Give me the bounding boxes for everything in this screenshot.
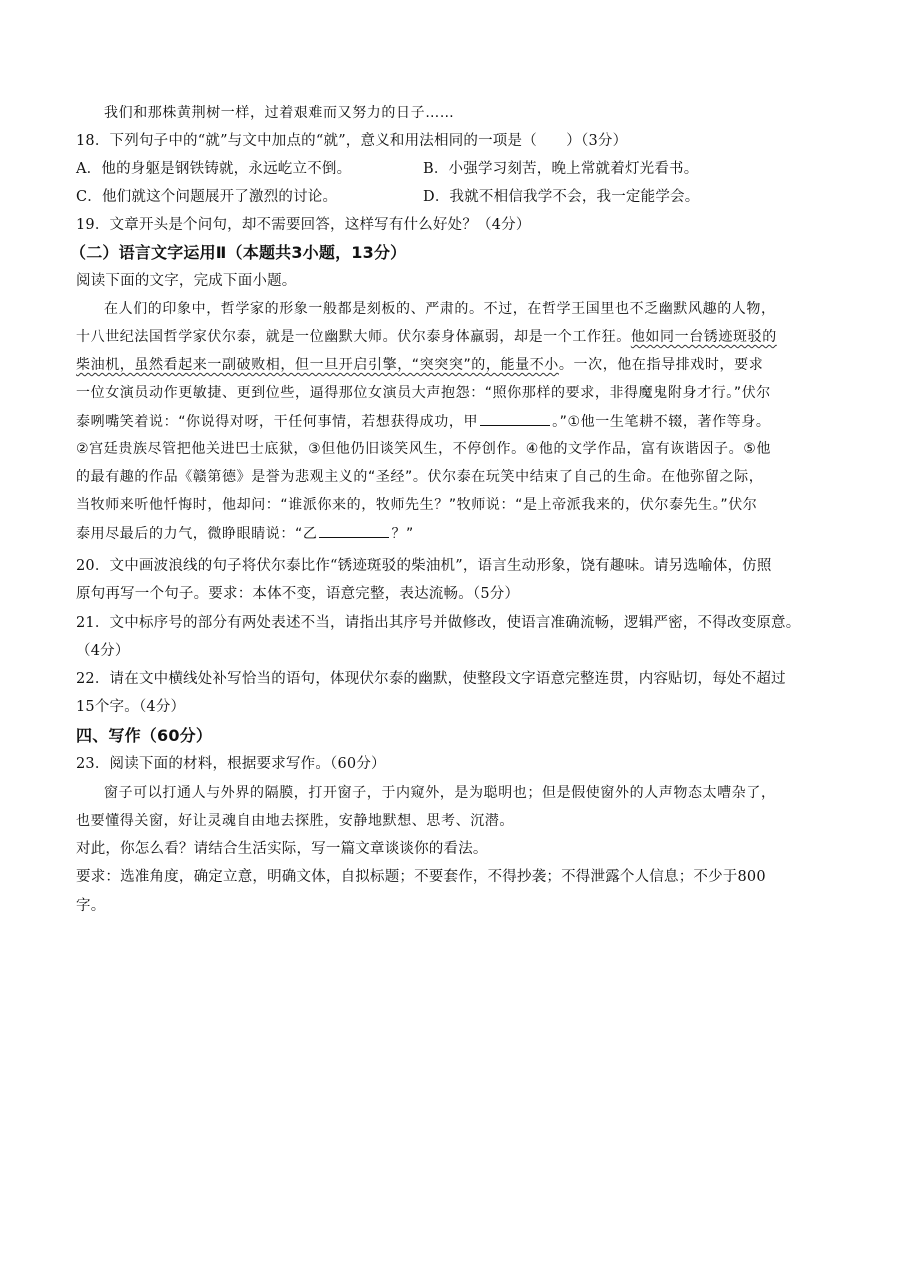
q18-option-c: C．他们就这个问题展开了激烈的讨论。 [76, 189, 338, 205]
passage-line-8: 当牧师来听他忏悔时，他却问：“谁派你来的，牧师先生？”牧师说：“是上帝派我来的，伏尔泰先生。”伏尔 [76, 497, 758, 513]
passage-line-7: 的最有趣的作品《赣第德》是誉为悲观主义的“圣经”。伏尔泰在玩笑中结束了自己的生命。在他弥留之际， [76, 469, 764, 485]
q20-line-1: 20．文中画波浪线的句子将伏尔泰比作“锈迹斑驳的柴油机”，语言生动形象，饶有趣味。请另选喻体，仿照 [76, 558, 772, 574]
read-instruction: 阅读下面的文字，完成下面小题。 [76, 273, 297, 289]
q18-option-b: B．小强学习刻苦，晚上常就着灯光看书。 [423, 161, 699, 177]
blank-jia [480, 411, 550, 426]
q18-option-a: A．他的身躯是钢铁铸就，永远屹立不倒。 [76, 161, 352, 177]
passage-text: 泰咧嘴笑着说：“你说得对呀，干任何事情，若想获得成功，甲 [76, 414, 479, 430]
q20-line-2: 原句再写一个句子。要求：本体不变，语意完整，表达流畅。（5分） [76, 586, 520, 602]
top-line: 我们和那株黄荆树一样，过着艰难而又努力的日子…… [104, 105, 455, 121]
q23-material-line-2: 也要懂得关窗，好让灵魂自由地去探胜，安静地默想、思考、沉潜。 [76, 813, 514, 829]
blank-yi [319, 523, 389, 538]
q21-line-1: 21．文中标序号的部分有两处表述不当，请指出其序号并做修改，使语言准确流畅，逻辑严密，不得改变原意。 [76, 615, 801, 631]
q19: 19．文章开头是个问句，却不需要回答，这样写有什么好处？（4分） [76, 217, 531, 233]
q23-stem: 23．阅读下面的材料，根据要求写作。（60分） [76, 756, 386, 772]
passage-text: 十八世纪法国哲学家伏尔泰，就是一位幽默大师。伏尔泰身体羸弱，却是一个工作狂。 [76, 329, 631, 345]
passage-line-5 [76, 411, 770, 432]
passage-text: 。”①他一生笔耕不辍，著作等身。 [552, 414, 771, 430]
q23-prompt: 对此，你怎么看？请结合生活实际，写一篇文章谈谈你的看法。 [76, 841, 488, 857]
passage-text: ？” [391, 526, 414, 542]
q22-line-1: 22．请在文中横线处补写恰当的语句，体现伏尔泰的幽默，使整段文字语意完整连贯，内容贴切，每处不超过 [76, 671, 786, 687]
section4-title: 四、写作（60分） [76, 726, 213, 745]
q21-line-2: （4分） [76, 643, 130, 659]
passage-line-1: 在人们的印象中，哲学家的形象一般都是刻板的、严肃的。不过，在哲学王国里也不乏幽默风趣的人物， [104, 301, 776, 317]
passage-line-4: 一位女演员动作更敏捷、更到位些，逼得那位女演员大声抱怨：“照你那样的要求，非得魔鬼附身才行。”伏尔 [76, 385, 771, 401]
q18-option-d: D．我就不相信我学不会，我一定能学会。 [423, 189, 700, 205]
q18-options-row1 [76, 159, 836, 179]
wavy-sentence-start: 他如同一台锈迹斑驳的 [630, 329, 777, 345]
q23-material-line-1: 窗子可以打通人与外界的隔膜，打开窗子，于内窥外，是为聪明也；但是假使窗外的人声物态太嘈杂了， [104, 785, 776, 801]
q23-requirements-line-2: 字。 [76, 898, 106, 914]
q22-line-2: 15个字。（4分） [76, 699, 186, 715]
wavy-sentence-end: 柴油机，虽然看起来一副破败相，但一旦开启引擎，“突突突”的，能量不小 [76, 357, 559, 373]
passage-line-3 [76, 355, 763, 375]
passage-line-9 [76, 523, 414, 544]
q23-requirements-line-1: 要求：选准角度，确定立意，明确文体，自拟标题；不要套作，不得抄袭；不得泄露个人信息；不少于800 [76, 869, 766, 885]
q18-options-row2 [76, 187, 836, 207]
passage-line-6: ②宫廷贵族尽管把他关进巴士底狱，③但他仍旧谈笑风生，不停创作。④他的文学作品，富有诙谐因子。⑤他 [76, 441, 771, 457]
passage-text: 泰用尽最后的力气，微睁眼睛说：“乙 [76, 526, 318, 542]
q18-stem: 18．下列句子中的“就”与文中加点的“就”，意义和用法相同的一项是（ ）（3分） [76, 133, 628, 149]
section2-title: （二）语言文字运用Ⅱ（本题共3小题，13分） [70, 243, 407, 262]
passage-text: 。一次，他在指导排戏时，要求 [558, 357, 764, 373]
passage-line-2 [76, 327, 777, 347]
